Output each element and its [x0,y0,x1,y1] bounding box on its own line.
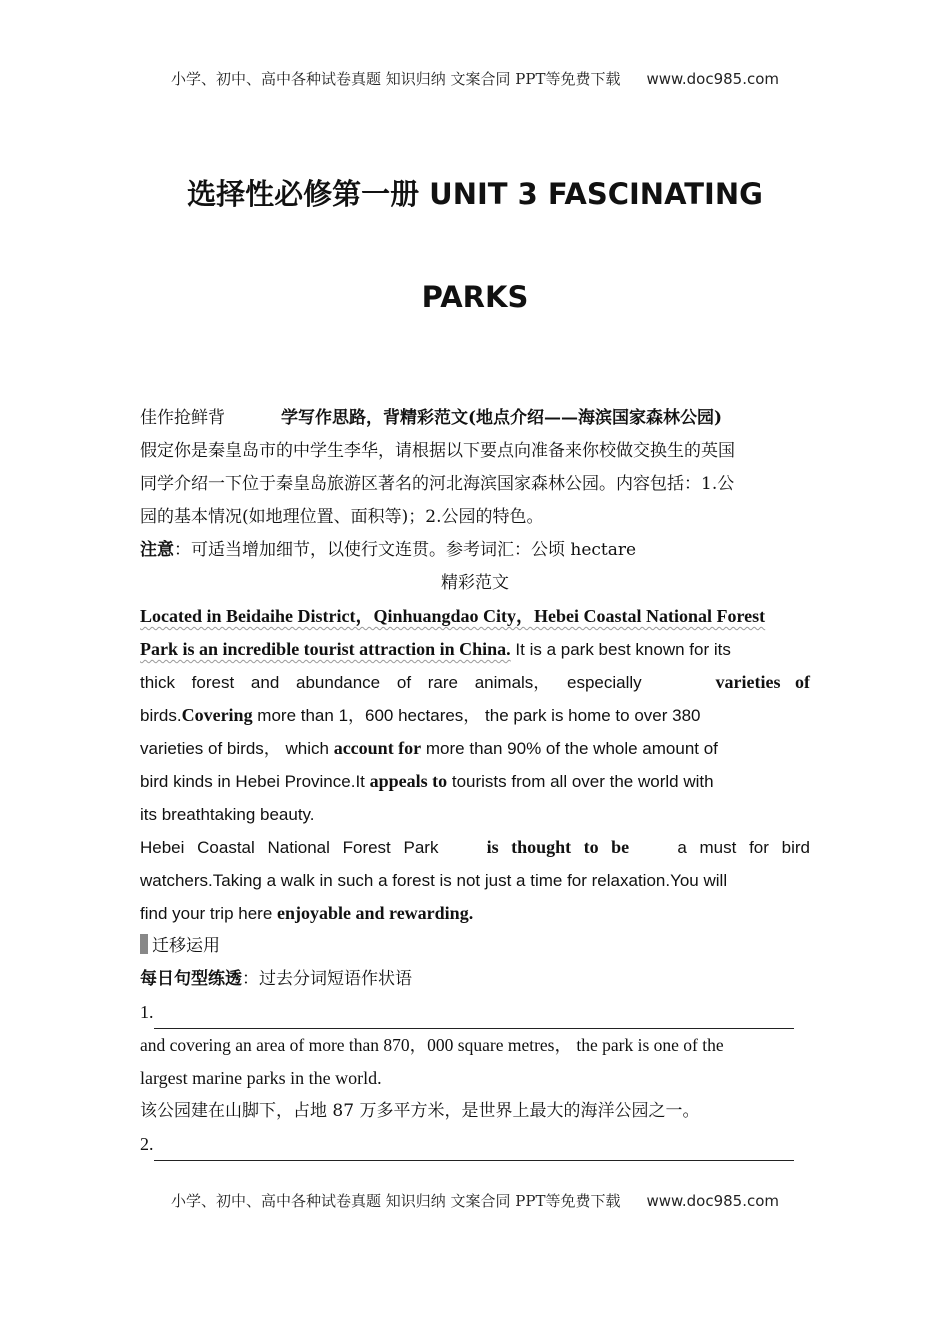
sample-line [140,666,810,699]
question-1-english: and covering an area of more than 870，000 square metres， the park is one of the [140,1035,724,1055]
page-title-line2: PARKS [421,280,529,314]
sample-text: find your trip here [140,904,278,923]
sample-line [140,765,810,798]
sample-text: a must for bird [677,838,810,857]
sample-bold-phrase: enjoyable and rewarding. [277,903,474,923]
question-1-chinese: 该公园建在山脚下，占地 87 万多平方米，是世界上最大的海洋公园之一。 [140,1101,700,1121]
sample-bold-phrase: account for [333,738,422,758]
section-marker-icon [140,934,148,954]
sample-bold-phrase: appeals to [369,771,448,791]
sample-text: varieties of birds， which [140,739,334,758]
footer-url[interactable]: www.doc985.com [646,1192,780,1210]
sample-line: watchers.Taking a walk in such a forest is not just a time for relaxation.You will [140,871,728,890]
sample-line [140,897,810,930]
document-body [140,402,810,1161]
practice-subheading [140,963,810,996]
sample-line [140,732,810,765]
question-number: 2. [140,1134,154,1154]
sample-text: tourists from all over the world with [447,772,714,791]
header-url[interactable]: www.doc985.com [646,70,780,88]
question-1-english: largest marine parks in the world. [140,1068,382,1088]
sample-text: bird kinds in Hebei Province.It [140,772,370,791]
sample-text: more than 1，600 hectares， the park is home to over 380 [252,706,701,725]
sample-line [140,633,810,666]
sample-line [140,699,810,732]
sample-text: birds. [140,706,182,725]
question-2-blank-row [140,1128,810,1161]
task-line: 同学介绍一下位于秦皇岛旅游区著名的河北海滨国家森林公园。内容包括：1.公 [140,474,735,494]
task-note [140,534,810,567]
sample-bold-phrase: Covering [181,705,253,725]
practice-sub-label: 每日句型练透 [140,969,242,989]
practice-heading: 迁移运用 [152,936,220,956]
answer-blank[interactable] [154,1006,794,1029]
header-text: 小学、初中、高中各种试卷真题 知识归纳 文案合同 PPT等免费下载 [170,70,621,88]
sample-bold-phrase: is thought to be [486,837,630,857]
question-number: 1. [140,1002,154,1022]
section-label: 佳作抢鲜背 [140,408,225,428]
page-footer [0,1190,950,1211]
sample-bold-phrase: Park is an incredible tourist attraction in China. [140,639,511,659]
sample-text: thick forest and abundance of rare animals， especially [140,673,642,692]
note-label: 注意 [140,540,174,560]
practice-sub-text: ：过去分词短语作状语 [242,969,412,989]
sample-bold-phrase: varieties of [715,672,810,692]
task-line: 假定你是秦皇岛市的中学生李华，请根据以下要点向准备来你校做交换生的英国 [140,441,735,461]
sample-text: It is a park best known for its [510,640,731,659]
note-text: ：可适当增加细节，以使行文连贯。参考词汇：公顷 hectare [174,540,637,560]
question-1-blank-row [140,996,810,1029]
sample-text: more than 90% of the whole amount of [421,739,718,758]
sample-bold-phrase: Located in Beidaihe District，Qinhuangdao City，Hebei Coastal National Forest [140,606,766,626]
section-heading: 学写作思路，背精彩范文(地点介绍——海滨国家森林公园) [281,408,723,428]
sample-line [140,831,810,864]
practice-heading-row [140,930,810,963]
page-title: 选择性必修第一册 UNIT 3 FASCINATING [187,177,763,211]
sample-title: 精彩范文 [441,573,509,593]
task-line: 园的基本情况(如地理位置、面积等)；2.公园的特色。 [140,507,544,527]
section-heading-row [140,402,810,435]
sample-line [140,600,810,633]
sample-line: its breathtaking beauty. [140,805,315,824]
footer-text: 小学、初中、高中各种试卷真题 知识归纳 文案合同 PPT等免费下载 [170,1192,621,1210]
page-header [0,68,950,89]
sample-text: Hebei Coastal National Forest Park [140,838,439,857]
answer-blank[interactable] [154,1138,794,1161]
